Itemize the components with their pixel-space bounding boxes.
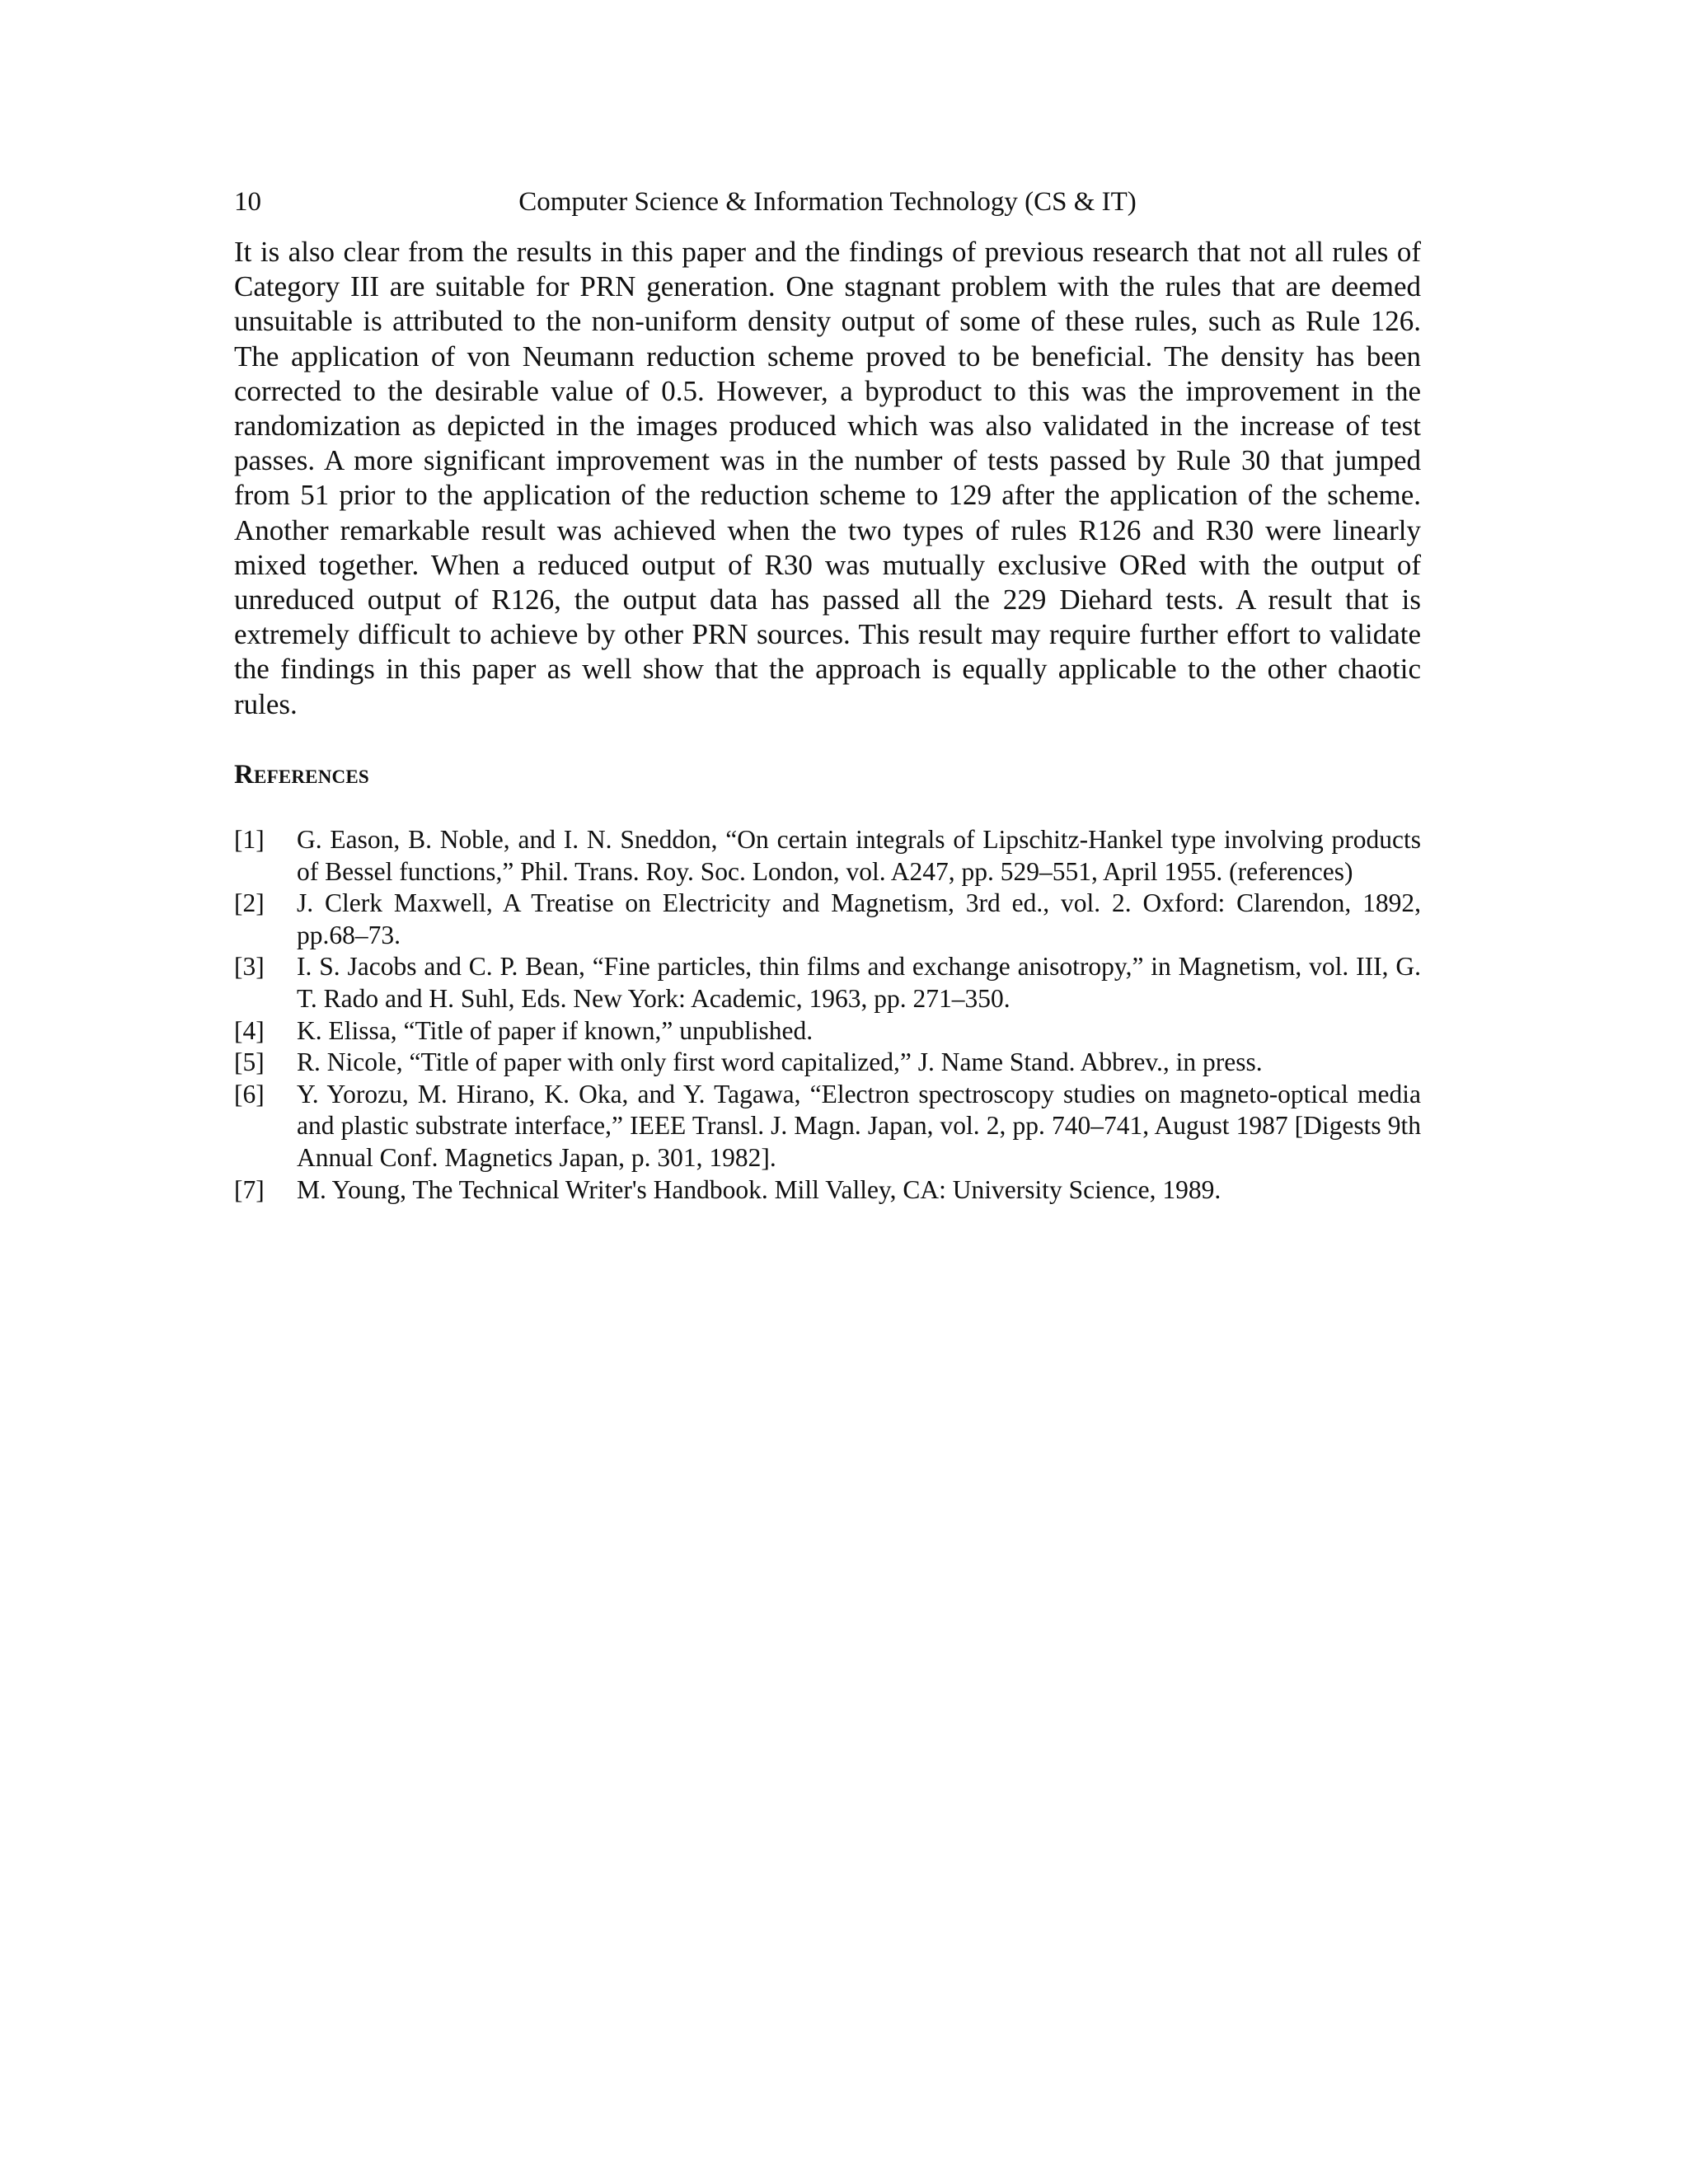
- reference-item: [234, 1047, 1421, 1079]
- reference-number: [5]: [234, 1047, 265, 1077]
- reference-text: G. Eason, B. Noble, and I. N. Sneddon, “On certain integrals of Lipschitz-Hankel type involving products of Bessel functions,” Phil. Trans. Roy. Soc. London, vol. A247, pp. 529–551, April 1955. (references): [297, 825, 1421, 886]
- reference-text: Y. Yorozu, M. Hirano, K. Oka, and Y. Tagawa, “Electron spectroscopy studies on magneto-optical media and plastic substrate interface,” IEEE Transl. J. Magn. Japan, vol. 2, pp. 740–741, August 1987 [Digests 9th Annual Conf. Magnetics Japan, p. 301, 1982].: [297, 1079, 1421, 1172]
- reference-text: M. Young, The Technical Writer's Handbook. Mill Valley, CA: University Science, 1989.: [297, 1174, 1221, 1204]
- reference-item: [234, 1079, 1421, 1174]
- reference-text: I. S. Jacobs and C. P. Bean, “Fine particles, thin films and exchange anisotropy,” in Magnetism, vol. III, G. T. Rado and H. Suhl, Eds. New York: Academic, 1963, pp. 271–350.: [297, 952, 1421, 1013]
- reference-text: J. Clerk Maxwell, A Treatise on Electricity and Magnetism, 3rd ed., vol. 2. Oxford: Clarendon, 1892, pp.68–73.: [297, 888, 1421, 949]
- reference-number: [2]: [234, 888, 265, 918]
- reference-number: [3]: [234, 952, 265, 982]
- reference-text: R. Nicole, “Title of paper with only first word capitalized,” J. Name Stand. Abbrev., in press.: [297, 1047, 1263, 1077]
- reference-item: [234, 888, 1421, 951]
- running-header: [234, 181, 1421, 223]
- journal-title: Computer Science & Information Technology (CS & IT): [518, 187, 1137, 217]
- page-number: 10: [234, 187, 261, 217]
- conclusion-paragraph: It is also clear from the results in this paper and the findings of previous research that not all rules of Category III are suitable for PRN generation. One stagnant problem with the rules that are deemed unsuitable is attributed to the non-uniform density output of some of these rules, such as Rule 126. The application of von Neumann reduction scheme proved to be beneficial. The density has been corrected to the desirable value of 0.5. However, a byproduct to this was the improvement in the randomization as depicted in the images produced which was also validated in the increase of test passes. A more significant improvement was in the number of tests passed by Rule 30 that jumped from 51 prior to the application of the reduction scheme to 129 after the application of the scheme. Another remarkable result was achieved when the two types of rules R126 and R30 were linearly mixed together. When a reduced output of R30 was mutually exclusive ORed with the output of unreduced output of R126, the output data has passed all the 229 Diehard tests. A result that is extremely difficult to achieve by other PRN sources. This result may require further effort to validate the findings in this paper as well show that the approach is equally applicable to the other chaotic rules.: [234, 236, 1421, 720]
- reference-item: [234, 951, 1421, 1015]
- reference-number: [1]: [234, 825, 265, 854]
- reference-text: K. Elissa, “Title of paper if known,” unpublished.: [297, 1015, 814, 1045]
- reference-number: [4]: [234, 1015, 265, 1045]
- reference-item: [234, 1174, 1421, 1207]
- reference-number: [7]: [234, 1174, 265, 1204]
- reference-item: [234, 1015, 1421, 1047]
- reference-number: [6]: [234, 1079, 265, 1108]
- references-heading: References: [234, 760, 369, 790]
- reference-list: [234, 824, 1421, 1206]
- reference-item: [234, 824, 1421, 888]
